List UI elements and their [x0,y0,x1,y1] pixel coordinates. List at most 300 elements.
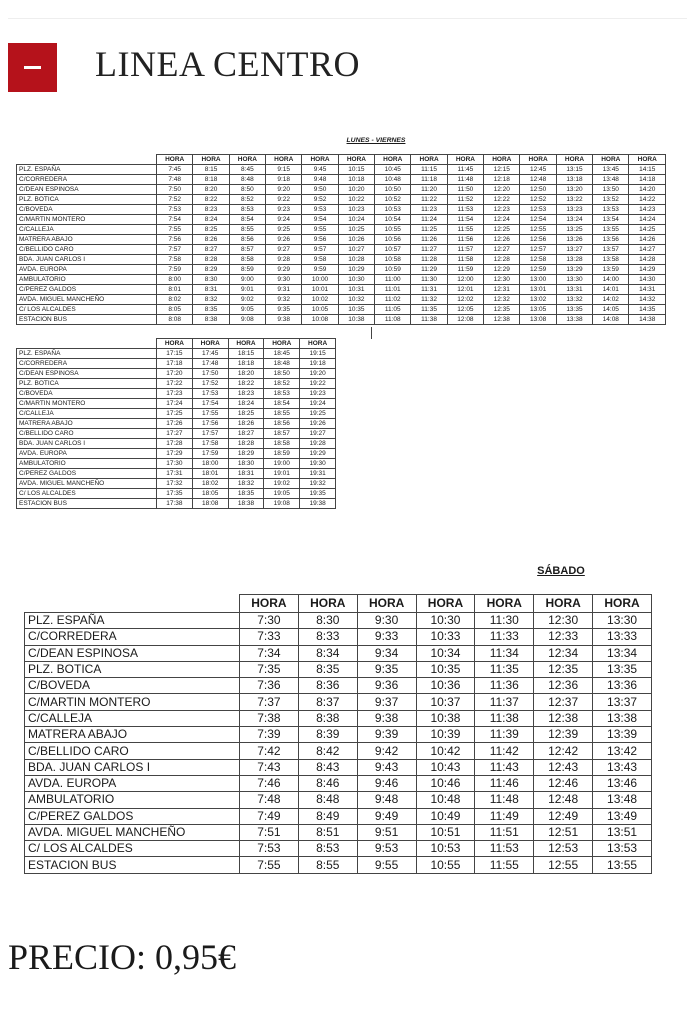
time-cell: 8:53 [229,205,265,215]
time-cell: 13:33 [593,629,652,645]
saturday-header-row [25,595,652,613]
time-cell: 10:02 [302,295,338,305]
time-cell: 7:37 [240,694,299,710]
time-cell: 11:48 [447,175,483,185]
time-cell: 7:50 [157,185,193,195]
time-cell: 11:36 [475,678,534,694]
time-cell: 8:42 [298,743,357,759]
time-cell: 13:28 [556,255,592,265]
time-cell: 10:35 [416,661,475,677]
time-cell: 10:54 [375,215,411,225]
time-cell: 9:55 [302,225,338,235]
time-cell: 9:05 [229,305,265,315]
table-row [17,349,336,359]
time-cell: 12:22 [484,195,520,205]
time-cell: 12:18 [484,175,520,185]
time-cell: 9:24 [266,215,302,225]
stop-name: PLZ. BOTICA [25,661,240,677]
time-cell: 13:29 [556,265,592,275]
collapse-toggle-button[interactable] [8,43,57,92]
column-header-hora: HORA [375,155,411,165]
time-cell: 13:30 [593,613,652,629]
time-cell: 8:38 [193,315,229,325]
time-cell: 11:26 [411,235,447,245]
time-cell: 13:39 [593,727,652,743]
column-header-hora: HORA [157,339,193,349]
column-header-hora: HORA [298,595,357,613]
time-cell: 8:24 [193,215,229,225]
time-cell: 19:28 [300,439,336,449]
stop-name: C/MARTIN MONTERO [17,215,157,225]
time-cell: 10:37 [416,694,475,710]
time-cell: 9:22 [266,195,302,205]
table-row [17,369,336,379]
time-cell: 12:48 [534,792,593,808]
time-cell: 9:34 [357,645,416,661]
time-cell: 19:08 [264,499,300,509]
time-cell: 18:08 [192,499,228,509]
time-cell: 14:25 [629,225,666,235]
column-header-hora: HORA [534,595,593,613]
time-cell: 17:23 [157,389,193,399]
time-cell: 12:39 [534,727,593,743]
time-cell: 17:55 [192,409,228,419]
time-cell: 17:30 [157,459,193,469]
time-cell: 17:25 [157,409,193,419]
time-cell: 8:39 [298,727,357,743]
time-cell: 13:36 [593,678,652,694]
time-cell: 10:24 [338,215,374,225]
time-cell: 18:30 [228,459,264,469]
time-cell: 9:08 [229,315,265,325]
time-cell: 10:29 [338,265,374,275]
time-cell: 8:35 [193,305,229,315]
time-cell: 19:20 [300,369,336,379]
time-cell: 11:43 [475,759,534,775]
time-cell: 17:24 [157,399,193,409]
column-header-hora: HORA [264,339,300,349]
time-cell: 9:38 [357,710,416,726]
table-row [17,185,666,195]
time-cell: 12:30 [534,613,593,629]
time-cell: 7:52 [157,195,193,205]
time-cell: 12:43 [534,759,593,775]
time-cell: 9:26 [266,235,302,245]
time-cell: 19:05 [264,489,300,499]
time-cell: 7:56 [157,235,193,245]
time-cell: 18:58 [264,439,300,449]
time-cell: 13:25 [556,225,592,235]
time-cell: 18:24 [228,399,264,409]
time-cell: 13:27 [556,245,592,255]
time-cell: 19:35 [300,489,336,499]
table-row [17,439,336,449]
time-cell: 9:53 [357,841,416,857]
time-cell: 10:27 [338,245,374,255]
time-cell: 14:20 [629,185,666,195]
time-cell: 13:55 [593,225,629,235]
time-cell: 9:31 [266,285,302,295]
time-cell: 9:46 [357,775,416,791]
table-row [17,389,336,399]
time-cell: 13:53 [593,205,629,215]
time-cell: 7:43 [240,759,299,775]
stop-name: AVDA. EUROPA [17,265,157,275]
time-cell: 17:32 [157,479,193,489]
time-cell: 12:27 [484,245,520,255]
time-cell: 18:29 [228,449,264,459]
time-cell: 14:27 [629,245,666,255]
time-cell: 13:48 [593,175,629,185]
time-cell: 7:55 [157,225,193,235]
column-header-hora: HORA [484,155,520,165]
time-cell: 7:42 [240,743,299,759]
time-cell: 18:55 [264,409,300,419]
stop-name: C/BOVEDA [17,389,157,399]
time-cell: 10:57 [375,245,411,255]
time-cell: 13:58 [593,255,629,265]
time-cell: 10:55 [375,225,411,235]
time-cell: 10:28 [338,255,374,265]
time-cell: 10:08 [302,315,338,325]
time-cell: 7:59 [157,265,193,275]
time-cell: 12:57 [520,245,556,255]
time-cell: 12:31 [484,285,520,295]
table-row [25,792,652,808]
time-cell: 14:38 [629,315,666,325]
time-cell: 10:30 [338,275,374,285]
time-cell: 12:34 [534,645,593,661]
time-cell: 7:48 [157,175,193,185]
table-row [17,315,666,325]
time-cell: 7:36 [240,678,299,694]
table-row [17,489,336,499]
time-cell: 8:30 [193,275,229,285]
time-cell: 9:23 [266,205,302,215]
time-cell: 18:52 [264,379,300,389]
time-cell: 13:52 [593,195,629,205]
time-cell: 14:18 [629,175,666,185]
column-header-hora: HORA [475,595,534,613]
time-cell: 10:49 [416,808,475,824]
time-cell: 17:22 [157,379,193,389]
table-row [17,265,666,275]
time-cell: 9:49 [357,808,416,824]
time-cell: 11:37 [475,694,534,710]
time-cell: 13:56 [593,235,629,245]
time-cell: 10:48 [416,792,475,808]
stop-name: ESTACION BUS [17,499,157,509]
time-cell: 13:57 [593,245,629,255]
time-cell: 18:02 [192,479,228,489]
time-cell: 18:27 [228,429,264,439]
time-cell: 8:27 [193,245,229,255]
time-cell: 8:46 [298,775,357,791]
time-cell: 10:36 [416,678,475,694]
time-cell: 7:38 [240,710,299,726]
time-cell: 7:48 [240,792,299,808]
time-cell: 12:24 [484,215,520,225]
time-cell: 9:42 [357,743,416,759]
time-cell: 17:56 [192,419,228,429]
table-row [25,645,652,661]
time-cell: 9:38 [266,315,302,325]
stop-name: C/PEREZ GALDOS [17,285,157,295]
table-divider-mark [371,327,372,339]
time-cell: 8:15 [193,165,229,175]
table-row [17,449,336,459]
time-cell: 19:18 [300,359,336,369]
time-cell: 8:02 [157,295,193,305]
time-cell: 8:54 [229,215,265,225]
time-cell: 10:31 [338,285,374,295]
time-cell: 18:59 [264,449,300,459]
time-cell: 17:53 [192,389,228,399]
stop-name: C/BOVEDA [17,205,157,215]
time-cell: 18:54 [264,399,300,409]
stop-name: AVDA. MIGUEL MANCHEÑO [25,824,240,840]
time-cell: 8:50 [229,185,265,195]
table-row [25,808,652,824]
time-cell: 9:29 [266,265,302,275]
time-cell: 12:01 [447,285,483,295]
time-cell: 12:58 [520,255,556,265]
time-cell: 12:45 [520,165,556,175]
time-cell: 10:01 [302,285,338,295]
time-cell: 11:32 [411,295,447,305]
time-cell: 13:22 [556,195,592,205]
stop-name: AMBULATORIO [17,459,157,469]
time-cell: 8:57 [229,245,265,255]
time-cell: 8:35 [298,661,357,677]
time-cell: 10:39 [416,727,475,743]
time-cell: 13:54 [593,215,629,225]
stop-name: AVDA. EUROPA [25,775,240,791]
table-row [25,857,652,873]
time-cell: 9:28 [266,255,302,265]
time-cell: 11:35 [475,661,534,677]
time-cell: 7:30 [240,613,299,629]
time-cell: 9:54 [302,215,338,225]
table-row [17,245,666,255]
time-cell: 18:45 [264,349,300,359]
time-cell: 14:26 [629,235,666,245]
time-cell: 11:53 [447,205,483,215]
time-cell: 10:59 [375,265,411,275]
time-cell: 8:49 [298,808,357,824]
time-cell: 7:53 [240,841,299,857]
time-cell: 10:48 [375,175,411,185]
time-cell: 19:00 [264,459,300,469]
time-cell: 11:05 [375,305,411,315]
time-cell: 11:38 [475,710,534,726]
time-cell: 17:35 [157,489,193,499]
time-cell: 9:02 [229,295,265,305]
time-cell: 9:37 [357,694,416,710]
time-cell: 13:05 [520,305,556,315]
time-cell: 13:23 [556,205,592,215]
time-cell: 10:50 [375,185,411,195]
time-cell: 18:35 [228,489,264,499]
column-header-hora: HORA [192,339,228,349]
time-cell: 11:34 [475,645,534,661]
table-row [17,499,336,509]
table-row [17,399,336,409]
stop-name: MATRERA ABAJO [25,727,240,743]
time-cell: 10:30 [416,613,475,629]
time-cell: 18:57 [264,429,300,439]
time-cell: 7:35 [240,661,299,677]
time-cell: 11:01 [375,285,411,295]
time-cell: 11:08 [375,315,411,325]
stop-name: C/MARTIN MONTERO [25,694,240,710]
table-row [17,409,336,419]
time-cell: 18:53 [264,389,300,399]
time-cell: 14:35 [629,305,666,315]
time-cell: 17:38 [157,499,193,509]
time-cell: 17:45 [192,349,228,359]
table-row [25,775,652,791]
time-cell: 7:45 [157,165,193,175]
table-row [17,419,336,429]
saturday-table [24,594,652,874]
weekday-caption: LUNES - VIERNES [346,137,406,144]
time-cell: 10:34 [416,645,475,661]
time-cell: 14:31 [629,285,666,295]
column-header-hora: HORA [240,595,299,613]
time-cell: 11:49 [475,808,534,824]
time-cell: 17:27 [157,429,193,439]
time-cell: 8:48 [298,792,357,808]
time-cell: 12:53 [520,205,556,215]
stop-name: PLZ. ESPAÑA [17,349,157,359]
stop-name: C/BELLIDO CARO [17,245,157,255]
column-header-hora: HORA [338,155,374,165]
time-cell: 8:30 [298,613,357,629]
time-cell: 9:48 [302,175,338,185]
time-cell: 11:31 [411,285,447,295]
time-cell: 12:55 [520,225,556,235]
column-header-hora: HORA [629,155,666,165]
time-cell: 11:42 [475,743,534,759]
time-cell: 14:22 [629,195,666,205]
time-cell: 12:35 [534,661,593,677]
time-cell: 11:39 [475,727,534,743]
time-cell: 11:48 [475,792,534,808]
time-cell: 12:50 [520,185,556,195]
time-cell: 13:43 [593,759,652,775]
time-cell: 9:55 [357,857,416,873]
table-row [25,759,652,775]
table-row [25,841,652,857]
time-cell: 12:38 [534,710,593,726]
time-cell: 14:32 [629,295,666,305]
time-cell: 11:50 [447,185,483,195]
header-blank-cell [25,595,240,613]
table-row [25,727,652,743]
time-cell: 12:59 [520,265,556,275]
time-cell: 10:43 [416,759,475,775]
time-cell: 9:15 [266,165,302,175]
stop-name: C/BELLIDO CARO [25,743,240,759]
time-cell: 12:02 [447,295,483,305]
time-cell: 13:38 [556,315,592,325]
time-cell: 14:23 [629,205,666,215]
time-cell: 9:52 [302,195,338,205]
time-cell: 12:29 [484,265,520,275]
time-cell: 18:26 [228,419,264,429]
table-row [25,678,652,694]
time-cell: 17:15 [157,349,193,359]
table-row [17,429,336,439]
time-cell: 9:00 [229,275,265,285]
stop-name: MATRERA ABAJO [17,419,157,429]
time-cell: 9:57 [302,245,338,255]
stop-name: C/PEREZ GALDOS [17,469,157,479]
time-cell: 19:31 [300,469,336,479]
time-cell: 10:56 [375,235,411,245]
time-cell: 11:30 [411,275,447,285]
time-cell: 13:32 [556,295,592,305]
time-cell: 11:53 [475,841,534,857]
weekday-afternoon-header-row [17,339,336,349]
time-cell: 17:20 [157,369,193,379]
time-cell: 9:59 [302,265,338,275]
time-cell: 13:35 [556,305,592,315]
table-row [17,469,336,479]
time-cell: 17:52 [192,379,228,389]
table-row [17,359,336,369]
time-cell: 19:23 [300,389,336,399]
time-cell: 14:29 [629,265,666,275]
time-cell: 12:54 [520,215,556,225]
time-cell: 18:56 [264,419,300,429]
stop-name: C/CORREDERA [17,175,157,185]
time-cell: 8:53 [298,841,357,857]
time-cell: 12:32 [484,295,520,305]
time-cell: 11:24 [411,215,447,225]
time-cell: 13:20 [556,185,592,195]
time-cell: 8:26 [193,235,229,245]
time-cell: 18:25 [228,409,264,419]
time-cell: 18:38 [228,499,264,509]
time-cell: 10:46 [416,775,475,791]
time-cell: 13:45 [593,165,629,175]
time-cell: 11:15 [411,165,447,175]
table-row [17,195,666,205]
time-cell: 19:30 [300,459,336,469]
time-cell: 10:33 [416,629,475,645]
column-header-hora: HORA [229,155,265,165]
time-cell: 10:42 [416,743,475,759]
time-cell: 12:25 [484,225,520,235]
time-cell: 8:48 [229,175,265,185]
stop-name: MATRERA ABAJO [17,235,157,245]
time-cell: 13:48 [593,792,652,808]
time-cell: 11:22 [411,195,447,205]
time-cell: 19:01 [264,469,300,479]
time-cell: 14:28 [629,255,666,265]
time-cell: 8:43 [298,759,357,775]
time-cell: 12:46 [534,775,593,791]
time-cell: 11:20 [411,185,447,195]
time-cell: 11:25 [411,225,447,235]
time-cell: 8:25 [193,225,229,235]
time-cell: 7:51 [240,824,299,840]
stop-name: AMBULATORIO [25,792,240,808]
time-cell: 11:00 [375,275,411,285]
stop-name: PLZ. BOTICA [17,379,157,389]
